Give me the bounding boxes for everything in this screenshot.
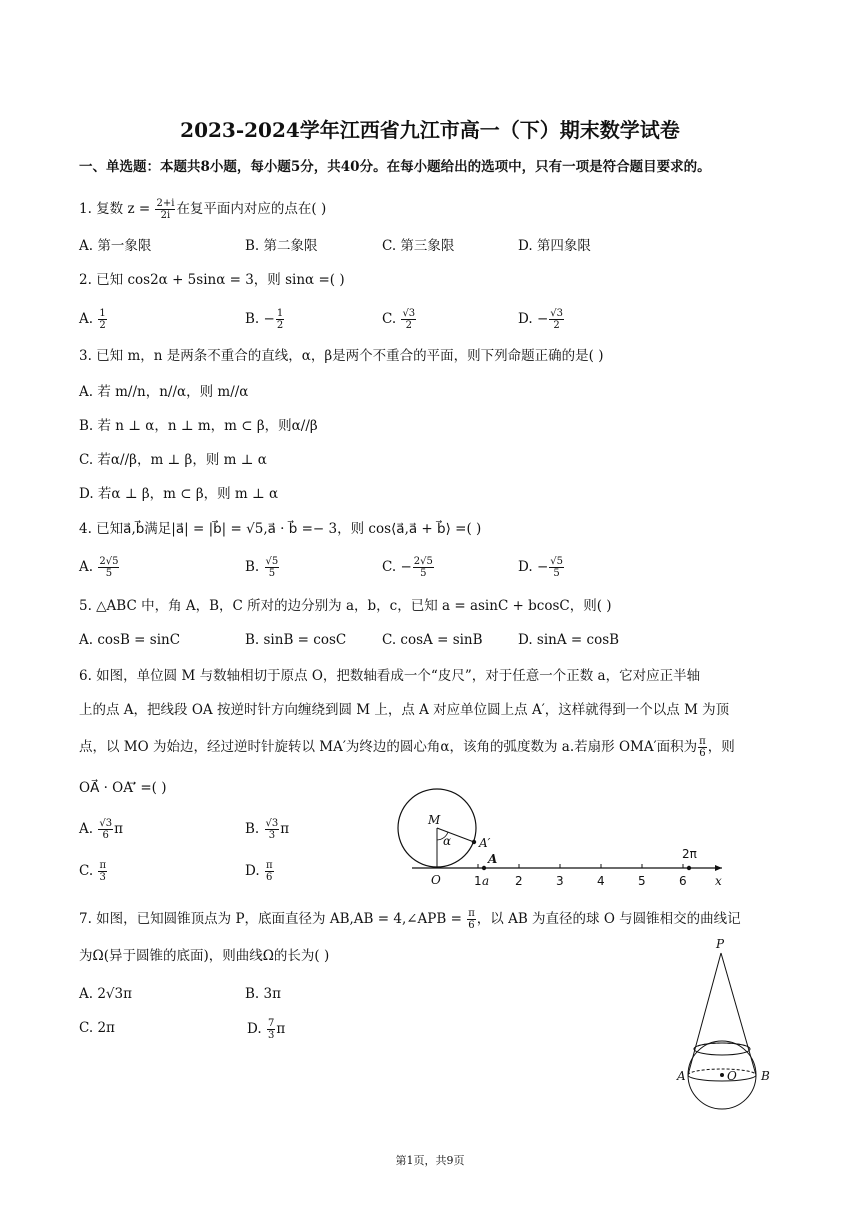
q7-d-num: 7: [267, 1018, 275, 1029]
q2-option-d: [518, 308, 565, 331]
q3-option-c: C. 若α//β，m ⊥ β，则 m ⊥ α: [79, 452, 267, 468]
question-6-line3: [79, 736, 735, 759]
label-a: A: [677, 1069, 686, 1083]
q1-option-b: B. 第二象限: [245, 238, 318, 254]
q2-b-sign: −: [263, 311, 275, 327]
q7-b-text: 3π: [263, 986, 281, 1002]
tick-label-4: 4: [597, 874, 605, 888]
q2-option-b: [245, 308, 285, 331]
q3-option-b: B. 若 n ⊥ α，n ⊥ m，m ⊂ β，则α//β: [79, 418, 318, 434]
question-1: [79, 198, 326, 221]
q7-a-label: A.: [79, 986, 98, 1002]
q1-frac-num: 2+i: [156, 198, 175, 209]
question-2: 2. 已知 cos2α + 5sinα = 3，则 sinα =( ): [79, 272, 345, 288]
question-6-line1: 6. 如图，单位圆 M 与数轴相切于原点 O，把数轴看成一个“皮尺”，对于任意一个正数 a，它对应正半轴: [79, 668, 701, 684]
q6-c-frac: [98, 860, 107, 883]
q2-c-label: C.: [382, 311, 401, 327]
q2-a-den: 2: [99, 320, 106, 331]
q2-d-sign: −: [536, 311, 549, 327]
q2-d-label: D.: [518, 311, 537, 327]
q6-b-label: B.: [245, 821, 264, 837]
page-title: 2023-2024学年江西省九江市高一（下）期末数学试卷: [180, 118, 680, 142]
q4-d-label: D.: [518, 559, 537, 575]
q4-d-frac: [549, 556, 564, 579]
q2-c-den: 2: [405, 320, 412, 331]
label-a: A: [488, 852, 498, 866]
q1-option-d: D. 第四象限: [518, 238, 591, 254]
q7-d-label: D.: [247, 1021, 266, 1037]
q6-b-num: √3: [265, 818, 279, 829]
q3-option-d: D. 若α ⊥ β，m ⊂ β，则 m ⊥ α: [79, 486, 279, 502]
q7-line1-suffix: ，以 AB 为直径的球 O 与圆锥相交的曲线记: [476, 911, 741, 927]
q1-frac-den: 2i: [160, 210, 171, 221]
label-a-small: a: [482, 874, 490, 888]
q2-b-label: B.: [245, 311, 264, 327]
q4-c-label: C.: [382, 559, 401, 575]
q7-d-frac: [267, 1018, 275, 1041]
q7-a-text: 2√3π: [97, 986, 132, 1002]
q7-option-d: [247, 1018, 285, 1041]
q6-a-num: √3: [99, 818, 113, 829]
q7-c-label: C.: [79, 1020, 98, 1036]
q4-d-sign: −: [536, 559, 549, 575]
q6-d-num: π: [265, 860, 273, 871]
q4-c-num: 2√5: [413, 556, 433, 567]
q6-option-b: [245, 818, 289, 841]
q6-a-den: 6: [102, 830, 109, 841]
q4-option-a: [79, 556, 120, 579]
q7-c-text: 2π: [97, 1020, 115, 1036]
q7-d-den: 3: [267, 1030, 275, 1041]
q2-option-a: [79, 308, 108, 331]
q4-a-num: 2√5: [99, 556, 119, 567]
question-7-line2: 为Ω(异于圆锥的底面)，则曲线Ω的长为( ): [79, 948, 330, 964]
q6-option-d: [245, 860, 275, 883]
q6-d-label: D.: [245, 863, 264, 879]
tick-label-2: 2: [515, 874, 523, 888]
q7-line1-frac: [467, 908, 476, 931]
q4-d-den: 5: [553, 568, 560, 579]
q3-option-a: A. 若 m//n，n//α，则 m//α: [79, 384, 249, 400]
point-a-prime: [472, 840, 476, 844]
point-a: [482, 866, 486, 870]
q4-b-den: 5: [268, 568, 276, 579]
label-p: P: [716, 937, 725, 951]
q7-option-c: [79, 1018, 115, 1038]
label-a-prime: A′: [479, 836, 491, 850]
q6-b-den: 3: [268, 830, 276, 841]
axis-arrow: [715, 865, 722, 871]
q6-a-label: A.: [79, 821, 98, 837]
q6-option-a: [79, 818, 123, 841]
q7-b-label: B.: [245, 986, 264, 1002]
q6-option-c: [79, 860, 108, 883]
q6-b-frac: [265, 818, 280, 841]
q7-frac-num: π: [468, 908, 475, 919]
label-b: B: [761, 1069, 770, 1083]
q2-b-den: 2: [276, 320, 284, 331]
q6-line3-suffix: ，则: [707, 739, 735, 755]
q4-b-frac: [265, 556, 280, 579]
tick-label-3: 3: [556, 874, 564, 888]
q6-a-tail: π: [114, 821, 123, 837]
q4-b-label: B.: [245, 559, 264, 575]
question-3: 3. 已知 m，n 是两条不重合的直线，α，β是两个不重合的平面，则下列命题正确的是( ): [79, 348, 604, 364]
page-footer: 第1页，共9页: [395, 1154, 465, 1167]
q4-b-num: √5: [265, 556, 279, 567]
q2-d-frac: [549, 308, 564, 331]
q4-d-num: √5: [550, 556, 563, 567]
question-7-line1: [79, 908, 741, 931]
question-6-line2: 上的点 A，把线段 OA 按逆时针方向缠绕到圆 M 上，点 A 对应单位圆上点 A′，这样就得到一个以点 M 为顶: [79, 702, 730, 718]
q2-a-num: 1: [99, 308, 106, 319]
q6-b-tail: π: [280, 821, 290, 837]
q4-option-d: [518, 556, 565, 579]
q6-line3-prefix: 点，以 MO 为始边，经过逆时针旋转以 MA′为终边的圆心角α，该角的弧度数为 a.若扇形 OMA′面积为: [79, 739, 698, 755]
tick-label-6: 6: [679, 874, 687, 888]
q6-figure: [390, 790, 730, 890]
q1-fraction: [155, 198, 175, 221]
question-5: 5. △ABC 中，角 A，B，C 所对的边分别为 a，b，c，已知 a = asinC + bcosC，则( ): [79, 598, 612, 614]
q6-c-num: π: [99, 860, 107, 871]
q7-d-tail: π: [276, 1021, 286, 1037]
q6-c-label: C.: [79, 863, 98, 879]
q1-option-c: C. 第三象限: [382, 238, 455, 254]
q1-suffix: 在复平面内对应的点在( ): [176, 201, 327, 217]
q6-d-den: 6: [266, 872, 273, 883]
q7-line1-prefix: 7. 如图，已知圆锥顶点为 P，底面直径为 AB,AB = 4,∠APB =: [79, 911, 467, 927]
q4-option-b: [245, 556, 280, 579]
q4-a-den: 5: [105, 568, 113, 579]
label-alpha: α: [443, 834, 452, 848]
q2-c-frac: [401, 308, 416, 331]
q6-d-frac: [265, 860, 274, 883]
q2-c-num: √3: [402, 308, 416, 319]
question-6-line4: OA⃗ · OA′⃗ =( ): [79, 780, 167, 796]
center-o: [720, 1073, 724, 1077]
q6-a-frac: [98, 818, 113, 841]
q4-c-frac: [413, 556, 434, 579]
q7-figure: [670, 935, 780, 1110]
q5-option-d: D. sinA = cosB: [518, 632, 620, 648]
label-o: O: [727, 1069, 737, 1083]
q7-option-b: [245, 984, 281, 1004]
question-4: 4. 已知a⃗,b⃗满足|a⃗| = |b⃗| = √5,a⃗ · b⃗ =− 3，则 cos⟨a⃗,a⃗ + b⃗⟩ =( ): [79, 521, 482, 537]
section-heading: 一、单选题：本题共8小题，每小题5分，共40分。在每小题给出的选项中，只有一项是符合题目要求的。: [79, 159, 711, 175]
q2-b-num: 1: [276, 308, 284, 319]
q2-d-den: 2: [553, 320, 560, 331]
tick-label-1: 1: [474, 874, 482, 888]
q2-b-frac: [276, 308, 284, 331]
q6-frac-den: 6: [699, 748, 706, 759]
q7-frac-den: 6: [468, 920, 475, 931]
q6-c-den: 3: [99, 872, 106, 883]
q4-a-label: A.: [79, 559, 98, 575]
q4-a-frac: [98, 556, 119, 579]
q1-prefix: 1. 复数 z =: [79, 201, 155, 217]
q4-option-c: [382, 556, 435, 579]
point-two-pi: [687, 866, 691, 870]
q4-c-sign: −: [400, 559, 412, 575]
tick-label-5: 5: [638, 874, 646, 888]
q6-frac-num: π: [699, 736, 706, 747]
q4-c-den: 5: [420, 568, 427, 579]
q7-option-a: [79, 984, 132, 1004]
q5-option-c: C. cosA = sinB: [382, 632, 483, 648]
q5-option-a: A. cosB = sinC: [79, 632, 181, 648]
q2-d-num: √3: [550, 308, 563, 319]
intersection-curve-front: [694, 1043, 750, 1055]
label-m: M: [428, 813, 441, 827]
q5-option-b: B. sinB = cosC: [245, 632, 347, 648]
q2-option-c: [382, 308, 417, 331]
label-x-axis: x: [715, 874, 722, 888]
label-two-pi: 2π: [682, 847, 697, 861]
label-o: O: [431, 873, 441, 887]
q1-option-a: A. 第一象限: [79, 238, 152, 254]
q2-a-label: A.: [79, 311, 98, 327]
q2-a-frac: [98, 308, 106, 331]
q6-line3-frac: [698, 736, 707, 759]
intersection-curve-back: [694, 1043, 750, 1049]
